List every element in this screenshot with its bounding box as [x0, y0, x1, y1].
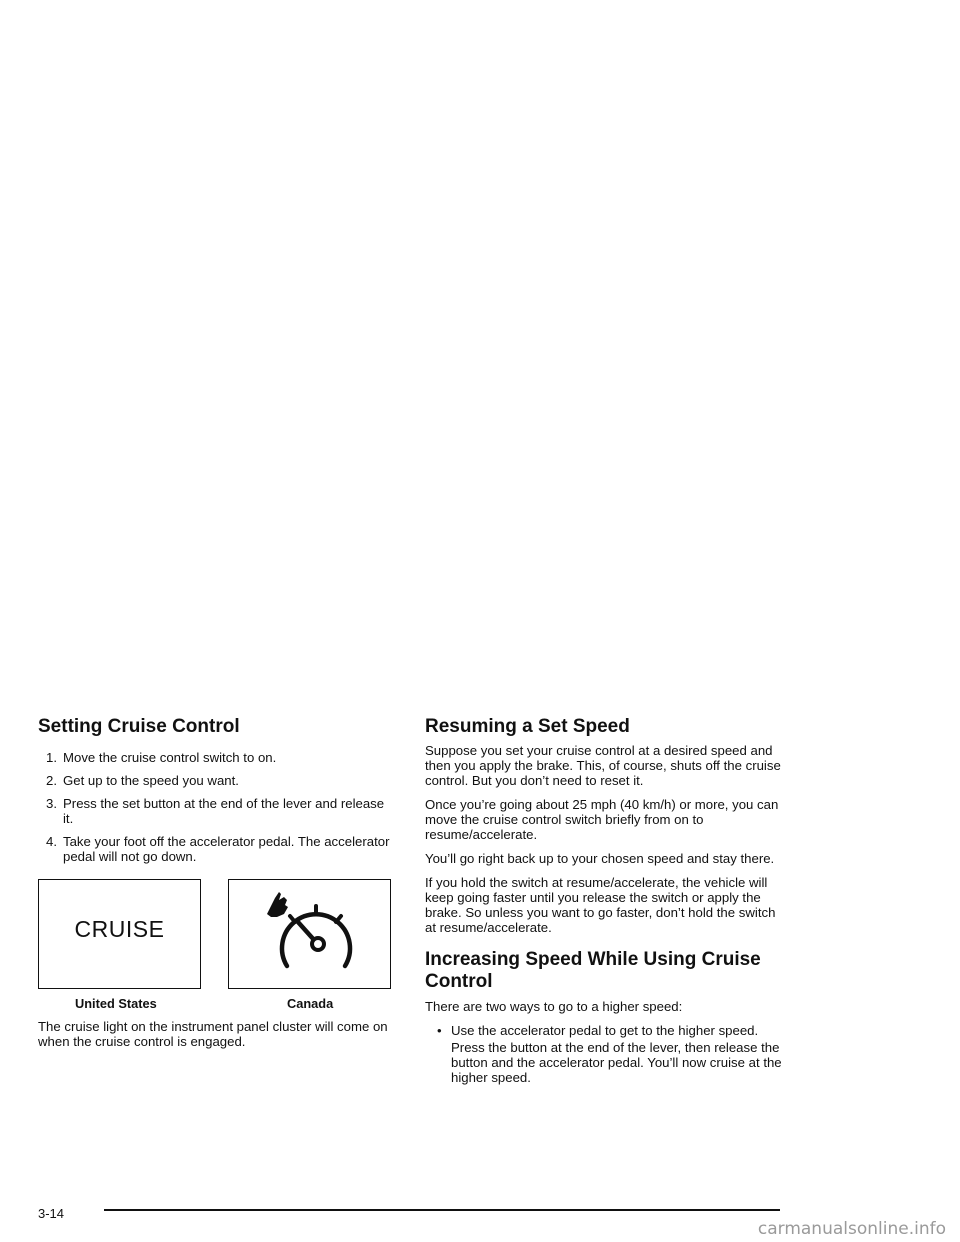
list-item — [38, 773, 398, 788]
list-item — [425, 1023, 785, 1085]
step-text: Move the cruise control switch to on. — [63, 750, 277, 765]
cruise-light-canada-figure — [228, 879, 391, 989]
steps-list — [38, 750, 398, 864]
section-heading-setting-cruise: Setting Cruise Control — [38, 716, 240, 737]
page-number: 3-14 — [38, 1206, 65, 1221]
step-text: Press the set button at the end of the lever and release it. — [63, 796, 385, 826]
step-text: Take your foot off the accelerator pedal. The accelerator pedal will not go down. — [63, 834, 390, 864]
paragraph: Once you’re going about 25 mph (40 km/h) or more, you can move the cruise control switch briefly from on to resume/accelerate. — [425, 797, 779, 842]
step-number: 2. — [46, 773, 57, 788]
step-text: Get up to the speed you want. — [63, 773, 239, 788]
right-column — [425, 716, 785, 1087]
caption-united-states: United States — [75, 996, 157, 1011]
step-number: 1. — [46, 750, 57, 765]
cruise-light-paragraph: The cruise light on the instrument panel cluster will come on when the cruise control is engaged. — [38, 1019, 388, 1049]
bullet-icon: • — [437, 1023, 442, 1038]
step-number: 3. — [46, 796, 57, 811]
paragraph: If you hold the switch at resume/accelerate, the vehicle will keep going faster until you release the switch or apply the brake. So unless you want to go faster, don’t hold the switch at resume/accelerate. — [425, 875, 776, 935]
bullet-text: Press the button at the end of the lever, then release the button and the accelerator pedal. You’ll now cruise at the higher speed. — [451, 1040, 782, 1085]
list-item — [38, 750, 398, 765]
bullet-list — [425, 1023, 785, 1085]
section-heading-resuming: Resuming a Set Speed — [425, 716, 630, 737]
caption-canada: Canada — [287, 996, 334, 1011]
paragraph: Suppose you set your cruise control at a desired speed and then you apply the brake. This, of course, shuts off the cruise control. But you don’t need to reset it. — [425, 743, 781, 788]
paragraph: You’ll go right back up to your chosen speed and stay there. — [425, 851, 775, 866]
watermark: carmanualsonline.info — [757, 1219, 946, 1239]
list-item — [38, 834, 398, 864]
cruise-indicator-figures — [38, 879, 398, 1019]
intro-paragraph: There are two ways to go to a higher speed: — [425, 999, 683, 1014]
section-heading-increasing-speed: Increasing Speed While Using Cruise Control — [425, 949, 761, 992]
footer-rule — [104, 1209, 780, 1211]
list-item — [38, 796, 398, 826]
speedometer-cruise-icon — [257, 884, 357, 979]
cruise-light-label: CRUISE — [74, 916, 165, 942]
bullet-text: Use the accelerator pedal to get to the higher speed. — [451, 1023, 759, 1038]
left-column — [38, 716, 398, 1058]
step-number: 4. — [46, 834, 57, 849]
cruise-light-us-figure — [38, 879, 201, 989]
